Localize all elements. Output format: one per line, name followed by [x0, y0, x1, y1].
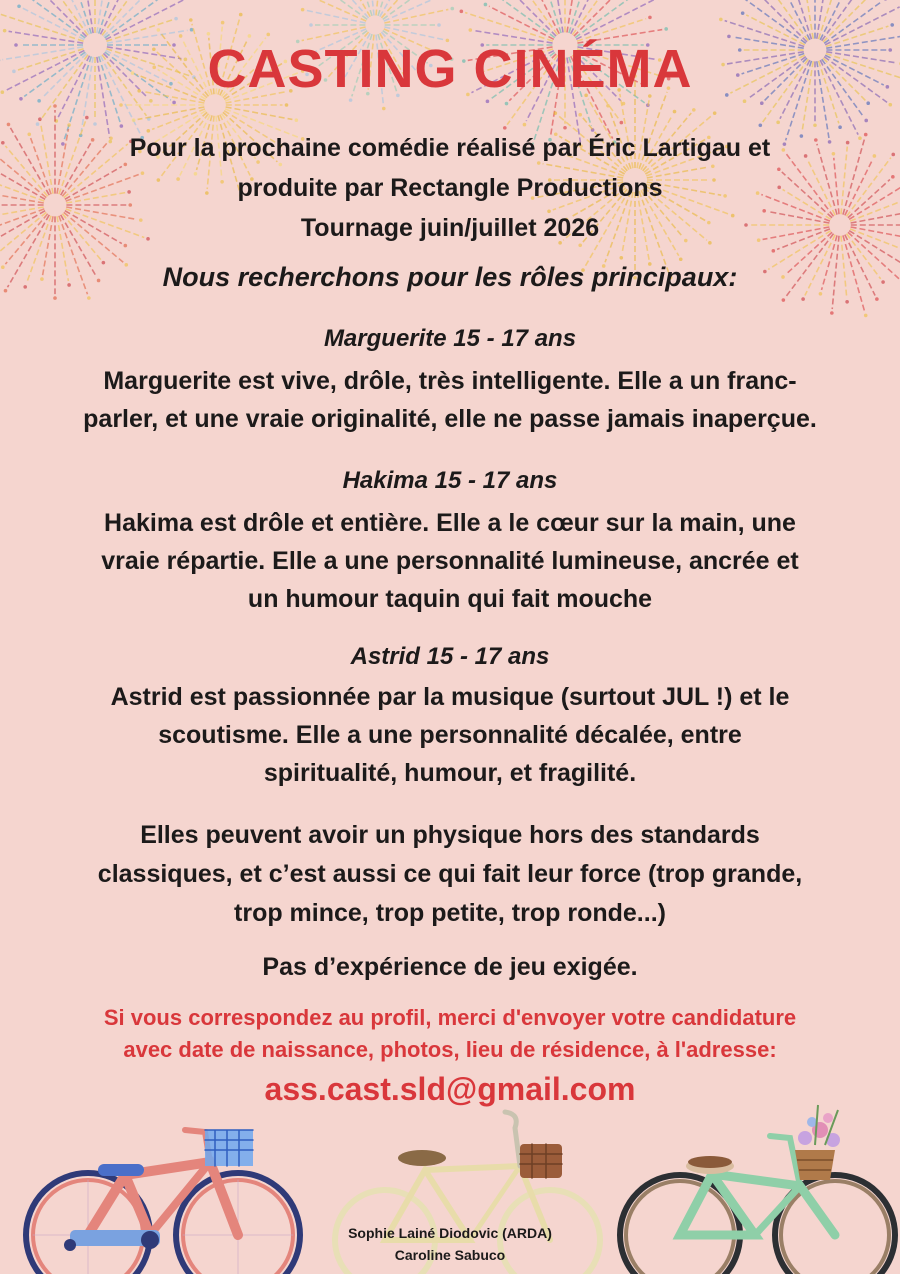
- experience-note: Pas d’expérience de jeu exigée.: [262, 953, 638, 981]
- role-description-hakima: [0, 504, 900, 618]
- intro-line: produite par Rectangle Productions: [237, 174, 663, 202]
- role-description-astrid: [0, 678, 900, 792]
- intro-line: Tournage juin/juillet 2026: [300, 214, 600, 242]
- role-line: Marguerite est vive, drôle, très intelligente. Elle a un franc-: [103, 367, 797, 395]
- credit-line: Sophie Lainé Diodovic (ARDA): [348, 1225, 552, 1241]
- credit-line: Caroline Sabuco: [394, 1247, 506, 1263]
- call-to-action: [0, 1002, 900, 1066]
- poster-title: CASTING CINÉMA: [207, 39, 693, 99]
- role-name-hakima: Hakima 15 - 17 ans: [342, 467, 558, 494]
- role-description-marguerite: [0, 362, 900, 438]
- flower-basket-icon: [795, 1105, 840, 1180]
- cta-line: avec date de naissance, photos, lieu de résidence, à l'adresse:: [123, 1037, 777, 1062]
- role-line: spiritualité, humour, et fragilité.: [263, 759, 637, 787]
- intro-text: [0, 128, 900, 248]
- role-line: parler, et une vraie originalité, elle ne passe jamais inaperçue.: [83, 405, 817, 433]
- physique-line: Elles peuvent avoir un physique hors des standards: [140, 821, 760, 849]
- role-line: Hakima est drôle et entière. Elle a le cœur sur la main, une: [104, 509, 796, 537]
- contact-email[interactable]: ass.cast.sld@gmail.com: [264, 1071, 636, 1107]
- role-line: vraie répartie. Elle a une personnalité lumineuse, ancrée et: [101, 547, 799, 575]
- role-line: un humour taquin qui fait mouche: [247, 585, 653, 613]
- search-heading: Nous recherchons pour les rôles principaux:: [162, 262, 738, 292]
- physique-note: [0, 816, 900, 933]
- role-line: Astrid est passionnée par la musique (surtout JUL !) et le: [110, 683, 790, 711]
- physique-line: trop mince, trop petite, trop ronde...): [234, 899, 666, 927]
- intro-line: Pour la prochaine comédie réalisé par Éric Lartigau et: [129, 134, 771, 162]
- physique-line: classiques, et c’est aussi ce qui fait leur force (trop grande,: [97, 860, 803, 888]
- cta-line: Si vous correspondez au profil, merci d'envoyer votre candidature: [103, 1005, 797, 1030]
- role-name-marguerite: Marguerite 15 - 17 ans: [323, 325, 577, 352]
- credits: [0, 1222, 900, 1266]
- role-line: scoutisme. Elle a une personnalité décalée, entre: [158, 721, 742, 749]
- role-name-astrid: Astrid 15 - 17 ans: [350, 643, 550, 670]
